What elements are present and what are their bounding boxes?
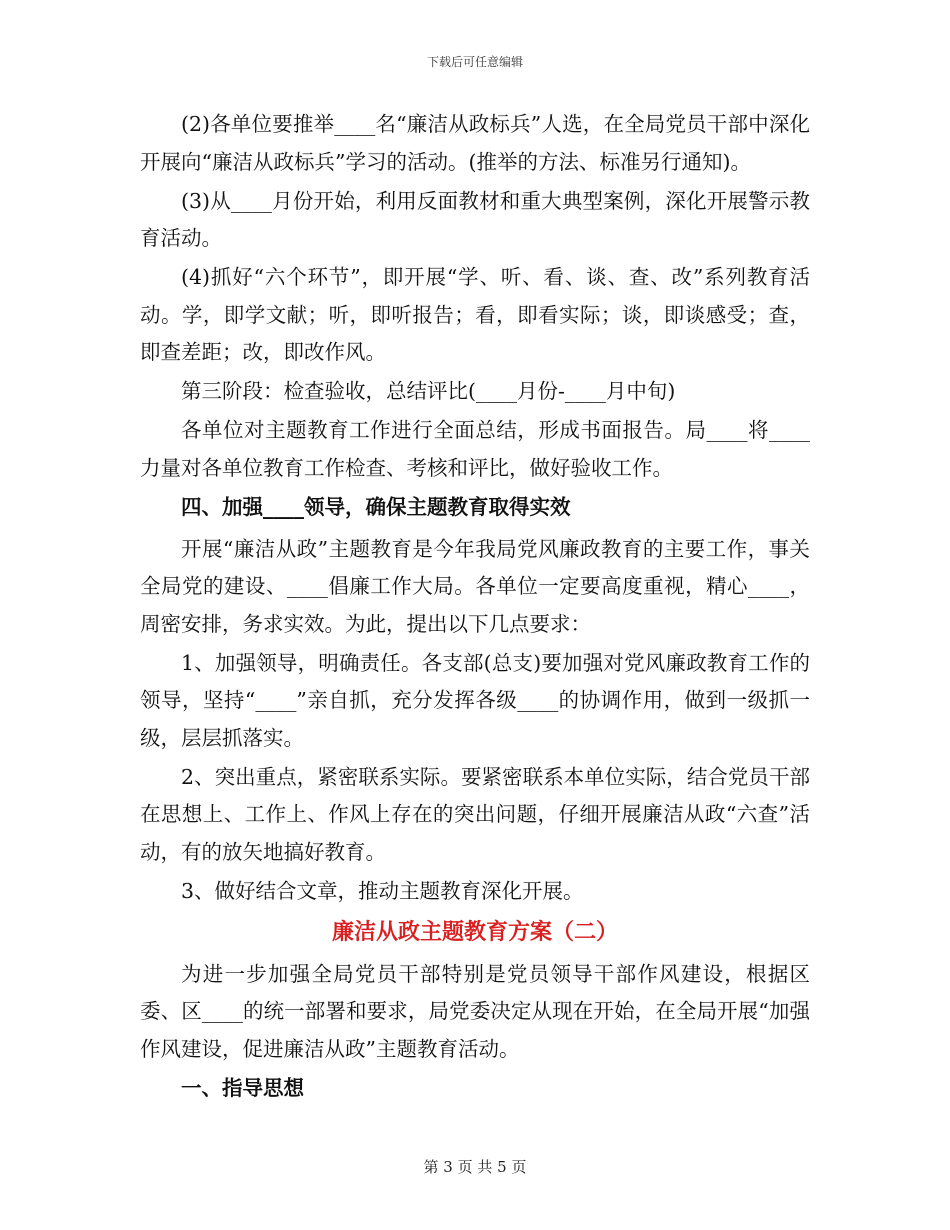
paragraph-item-4: (4)抓好“六个环节”，即开展“学、听、看、谈、查、改”系列教育活动。学，即学文献；听，即听报告；看，即看实际；谈，即谈感受；查，即查差距；改，即改作风。 [140, 265, 810, 364]
document-title: 廉洁从政主题教育方案（二） [331, 919, 618, 945]
document-body [140, 106, 810, 1112]
section-heading-four: 四、加强____领导，确保主题教育取得实效 [181, 495, 571, 519]
requirement-3: 3、做好结合文章，推动主题教育深化开展。 [181, 878, 584, 903]
header-note: 下载后可任意编辑 [426, 55, 523, 69]
stage-three-heading: 第三阶段：检查验收，总结评比(____月份-____月中旬) [181, 379, 676, 403]
requirement-2: 2、突出重点，紧密联系实际。要紧密联系本单位实际，结合党员干部在思想上、工作上、作风上存在的突出问题，仔细开展廉洁从政“六查”活动，有的放矢地搞好教育。 [140, 764, 810, 864]
requirement-1: 1、加强领导，明确责任。各支部(总支)要加强对党风廉政教育工作的领导，坚持“____”亲自抓，充分发挥各级____的协调作用，做到一级抓一级，层层抓落实。 [140, 650, 810, 750]
stage-three-paragraph: 各单位对主题教育工作进行全面总结，形成书面报告。局____将____力量对各单位教育工作检查、考核和评比，做好验收工作。 [140, 418, 810, 480]
paragraph-item-3: (3)从____月份开始，利用反面教材和重大典型案例，深化开展警示教育活动。 [140, 188, 810, 250]
section-four-intro: 开展“廉洁从政”主题教育是今年我局党风廉政教育的主要工作，事关全局党的建设、____倡廉工作大局。各单位一定要高度重视，精心____，周密安排，务求实效。为此，提出以下几点要求： [140, 536, 810, 636]
page-footer: 第 3 页 共 5 页 [423, 1158, 527, 1176]
paragraph-item-2: (2)各单位要推举____名“廉洁从政标兵”人选，在全局党员干部中深化开展向“廉洁从政标兵”学习的活动。(推举的方法、标准另行通知)。 [140, 112, 810, 174]
section-heading-guiding-ideology: 一、指导思想 [181, 1076, 304, 1100]
intro-paragraph: 为进一步加强全局党员干部特别是党员领导干部作风建设，根据区委、区____的统一部署和要求，局党委决定从现在开始，在全局开展“加强作风建设，促进廉洁从政”主题教育活动。 [140, 961, 810, 1061]
